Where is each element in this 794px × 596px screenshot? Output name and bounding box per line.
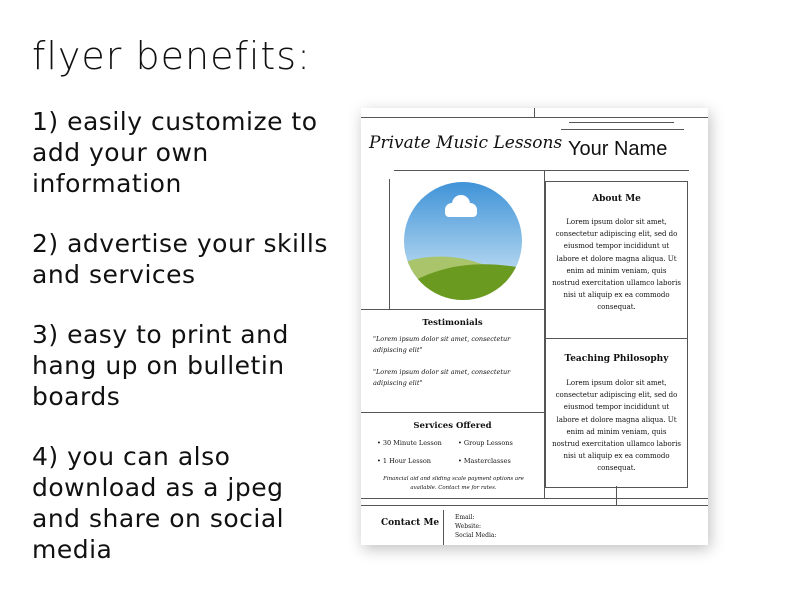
footer-rule-lower <box>361 505 708 506</box>
testimonial-quote: "Lorem ipsum dolor sit amet, consectetur adipiscing elit" <box>373 368 511 387</box>
name-rule-lower <box>561 129 684 130</box>
flyer-title: Private Music Lessons <box>369 133 563 153</box>
about-box <box>545 181 688 339</box>
services-heading: Services Offered <box>413 421 492 431</box>
about-heading: About Me <box>592 194 641 204</box>
service-item: • Masterclasses <box>458 457 511 465</box>
photo-frame-left <box>389 179 390 310</box>
testimonial-quote: "Lorem ipsum dolor sit amet, consectetur adipiscing elit" <box>373 335 511 354</box>
contact-divider <box>443 510 444 545</box>
benefit-1: 1) easily customize to add your own information <box>32 107 318 198</box>
top-tick <box>534 108 535 118</box>
benefit-4: 4) you can also download as a jpeg and share on social media <box>32 442 285 564</box>
philosophy-heading: Teaching Philosophy <box>564 354 669 364</box>
service-item: • 30 Minute Lesson <box>377 439 442 447</box>
photo-placeholder <box>404 182 522 300</box>
philosophy-box <box>545 338 688 488</box>
service-item: • 1 Hour Lesson <box>377 457 431 465</box>
footer-tick <box>616 486 617 505</box>
footer-rule <box>361 498 708 499</box>
services-note: Financial aid and sliding scale payment options are available. Contact me for rates. <box>383 476 524 491</box>
benefit-2: 2) advertise your skills and services <box>32 229 328 289</box>
about-body: Lorem ipsum dolor sit amet, consectetur adipiscing elit, sed do eiusmod tempor incididunt ut labore et dolore magna aliqua. Ut enim ad minim veniam, quis nostrud exercitation ullamco laboris nisi ut aliquip ex ea commodo consequat. <box>552 218 681 312</box>
benefit-3: 3) easy to print and hang up on bulletin boards <box>32 320 289 411</box>
photo-frame-bottom <box>361 309 544 310</box>
email-label: Email: <box>455 514 475 521</box>
name-rule-upper <box>569 122 674 123</box>
flyer-preview <box>361 108 708 545</box>
headline: flyer benefits: <box>32 34 311 78</box>
landscape-image <box>404 182 522 300</box>
philosophy-body: Lorem ipsum dolor sit amet, consectetur adipiscing elit, sed do eiusmod tempor incididunt ut labore et dolore magna aliqua. Ut enim ad minim veniam, quis nostrud exercitation ullamco laboris nisi ut aliquip ex ea commodo consequat. <box>552 379 681 473</box>
testimonials-heading: Testimonials <box>422 318 483 328</box>
service-item: • Group Lessons <box>458 439 513 447</box>
social-media-label: Social Media: <box>455 532 497 539</box>
header-rule <box>394 170 689 171</box>
website-label: Website: <box>455 523 482 530</box>
contact-heading: Contact Me <box>381 518 440 528</box>
testimonials-rule <box>361 412 544 413</box>
flyer-name: Your Name <box>568 138 668 160</box>
